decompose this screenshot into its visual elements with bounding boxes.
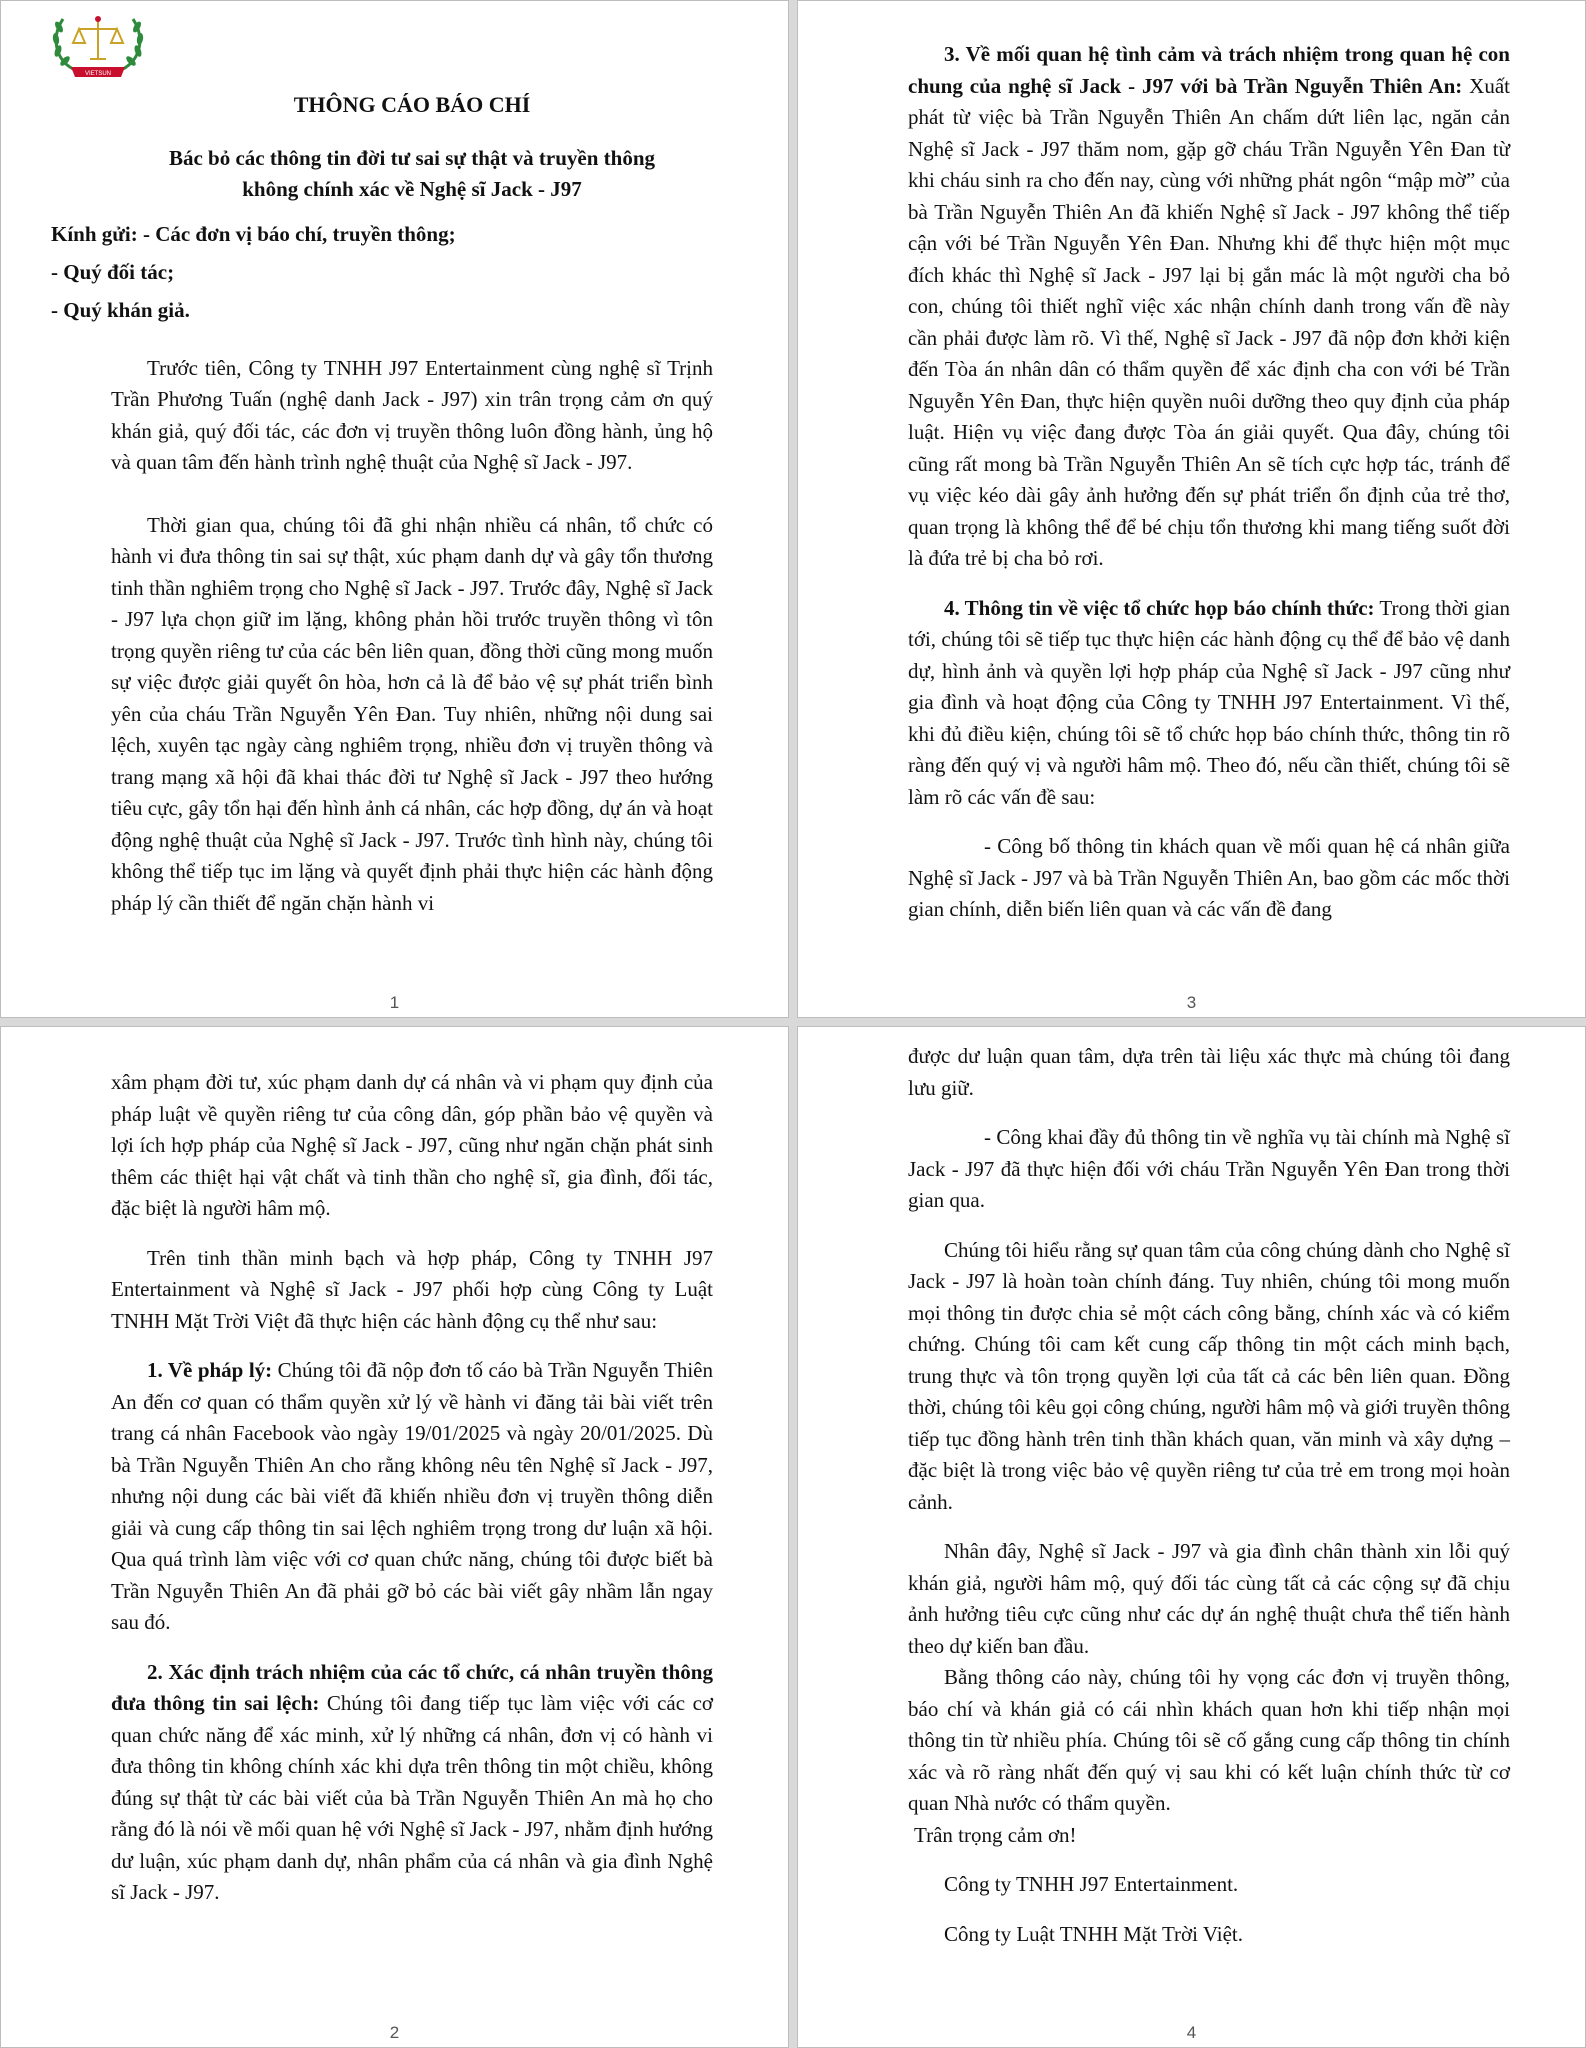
document-page-3 <box>797 0 1586 1018</box>
section-3-heading: 3. Về mối quan hệ tình cảm và trách nhiệm trong quan hệ con chung của nghệ sĩ Jack - J97 với bà Trần Nguyễn Thiên An: <box>908 42 1510 98</box>
section-2 <box>111 1657 713 1909</box>
document-page-1 <box>0 0 789 1018</box>
bullet-item: - Công khai đầy đủ thông tin về nghĩa vụ tài chính mà Nghệ sĩ Jack - J97 đã thực hiện đối với cháu Trần Nguyễn Yên Đan trong thời gian qua. <box>908 1125 1510 1212</box>
page-number: 1 <box>389 993 400 1012</box>
section-3-body: Xuất phát từ việc bà Trần Nguyễn Thiên An chấm dứt liên lạc, ngăn cản Nghệ sĩ Jack - J97 thăm nom, gặp gỡ cháu Trần Nguyễn Yên Đan từ khi cháu sinh ra cho đến nay, cùng với những phát ngôn “mập mờ” của bà Trần Nguyễn Thiên An đã khiến Nghệ sĩ Jack - J97 không thể tiếp cận với bé Trần Nguyễn Yên Đan. Nhưng khi để thực hiện một mục đích khác thì Nghệ sĩ Jack - J97 lại bị gắn mác là một người cha bỏ con, chúng tôi thiết nghĩ việc xác nhận chính danh trong vấn đề này cần phải được làm rõ. Vì thế, Nghệ sĩ Jack - J97 đã nộp đơn khởi kiện đến Tòa án nhân dân có thẩm quyền để xác định cha con với bé Trần Nguyễn Yên Đan, thực hiện quyền nuôi dưỡng theo quy định của pháp luật. Hiện vụ việc đang được Tòa án giải quyết. Qua đây, chúng tôi cũng rất mong bà Trần Nguyễn Thiên An sẽ tích cực hợp tác, tránh để vụ việc kéo dài gây ảnh hưởng đến sự phát triển ổn định của trẻ thơ, quan trọng là không thể để bé chịu tổn thương khi mang tiếng suốt đời là đứa trẻ bị cha bỏ rơi. <box>908 73 1510 570</box>
document-subtitle-line1: Bác bỏ các thông tin đời tư sai sự thật và truyền thông <box>168 145 656 170</box>
law-firm-logo <box>43 7 153 87</box>
page-number: 2 <box>389 2023 400 2042</box>
closing-thanks: Trân trọng cảm ơn! <box>914 1822 1077 1847</box>
section-1-heading: 1. Về pháp lý: <box>147 1358 273 1382</box>
paragraph: Trên tinh thần minh bạch và hợp pháp, Công ty TNHH J97 Entertainment và Nghệ sĩ Jack - J97 phối hợp cùng Công ty Luật TNHH Mặt Trời Việt đã thực hiện các hành động cụ thể như sau: <box>111 1245 713 1333</box>
section-4-heading: 4. Thông tin về việc tổ chức họp báo chính thức: <box>944 595 1375 620</box>
paragraph: Chúng tôi hiểu rằng sự quan tâm của công chúng dành cho Nghệ sĩ Jack - J97 là hoàn toàn chính đáng. Tuy nhiên, chúng tôi mong muốn mọi thông tin được chia sẻ một cách công bằng, chính xác và có kiểm chứng. Chúng tôi cam kết cung cấp thông tin một cách minh bạch, trung thực và tôn trọng quyền lợi của tất cả các bên liên quan. Đồng thời, chúng tôi kêu gọi công chúng, người hâm mộ và giới truyền thông tiếp tục đồng hành trên tinh thần khách quan, văn minh và xây dựng – đặc biệt là trong việc bảo vệ quyền riêng tư của trẻ em trong mọi hoàn cảnh. <box>908 1237 1510 1514</box>
section-4 <box>908 593 1510 814</box>
section-1 <box>111 1355 713 1639</box>
document-page-4 <box>797 1026 1586 2048</box>
document-subtitle-line2: không chính xác về Nghệ sĩ Jack - J97 <box>242 176 582 201</box>
page-number: 4 <box>1186 2023 1197 2042</box>
signature-law-firm: Công ty Luật TNHH Mặt Trời Việt. <box>944 1921 1244 1946</box>
paragraph: được dư luận quan tâm, dựa trên tài liệu xác thực mà chúng tôi đang lưu giữ. <box>908 1044 1510 1100</box>
recipient-audience: - Quý khán giả. <box>51 297 190 322</box>
section-3 <box>908 39 1510 575</box>
paragraph: Bằng thông cáo này, chúng tôi hy vọng các đơn vị truyền thông, báo chí và khán giả có cái nhìn khách quan hơn khi tiếp nhận mọi thông tin từ nhiều phía. Chúng tôi sẽ cố gắng cung cấp thông tin chính xác và rõ ràng nhất đến quý vị sau khi có kết luận chính thức từ cơ quan Nhà nước có thẩm quyền. <box>908 1665 1510 1815</box>
svg-text:VIETSUN: VIETSUN <box>84 71 112 77</box>
paragraph: xâm phạm đời tư, xúc phạm danh dự cá nhân và vi phạm quy định của pháp luật về quyền riêng tư của công dân, góp phần bảo vệ quyền và lợi ích hợp pháp của Nghệ sĩ Jack - J97, cũng như ngăn chặn phát sinh thêm các thiệt hại vật chất và tinh thần cho nghệ sĩ, gia đình, đối tác, đặc biệt là người hâm mộ. <box>111 1070 713 1220</box>
recipients-heading: Kính gửi: - Các đơn vị báo chí, truyền thông; <box>51 221 456 246</box>
section-1-body: Chúng tôi đã nộp đơn tố cáo bà Trần Nguyễn Thiên An đến cơ quan có thẩm quyền xử lý về hành vi đăng tải bài viết trên trang cá nhân Facebook vào ngày 19/01/2025 và ngày 20/01/2025. Dù bà Trần Nguyễn Thiên An cho rằng không nêu tên Nghệ sĩ Jack - J97, nhưng nội dung các bài viết đã khiến nhiều đơn vị truyền thông diễn giải và cung cấp thông tin sai lệch nghiêm trọng trong dư luận xã hội. Qua quá trình làm việc với cơ quan chức năng, chúng tôi được biết bà Trần Nguyễn Thiên An đã phải gỡ bỏ các bài viết gây nhầm lẫn ngay sau đó. <box>111 1358 713 1634</box>
paragraph: Nhân đây, Nghệ sĩ Jack - J97 và gia đình chân thành xin lỗi quý khán giả, người hâm mộ, quý đối tác cùng tất cả các cộng sự đã chịu ảnh hưởng tiêu cực cũng như các dự án nghệ thuật chưa thể tiến hành theo dự kiến ban đầu. <box>908 1539 1510 1658</box>
document-title: THÔNG CÁO BÁO CHÍ <box>293 92 531 117</box>
document-page-2 <box>0 1026 789 2048</box>
section-4-body: Trong thời gian tới, chúng tôi sẽ tiếp tục thực hiện các hành động cụ thể để bảo vệ danh dự, hình ảnh và quyền lợi hợp pháp của Nghệ sĩ Jack - J97 cũng như gia đình và hoạt động của Công ty TNHH J97 Entertainment. Vì thế, khi đủ điều kiện, chúng tôi sẽ tổ chức họp báo chính thức, thông tin rõ ràng đến quý vị và người hâm mộ. Theo đó, nếu cần thiết, chúng tôi sẽ làm rõ các vấn đề sau: <box>908 595 1510 809</box>
section-2-body: Chúng tôi đang tiếp tục làm việc với các cơ quan chức năng để xác minh, xử lý những cá nhân, đơn vị có hành vi đưa thông tin không chính xác khi dựa trên thông tin một chiều, không đúng sự thật từ các bài viết của bà Trần Nguyễn Thiên An mà họ cho rằng đó là nói về mối quan hệ với Nghệ sĩ Jack - J97, nhằm định hướng dư luận, xúc phạm danh dự, nhân phẩm của cá nhân và gia đình Nghệ sĩ Jack - J97. <box>111 1691 713 1904</box>
recipient-partners: - Quý đối tác; <box>51 259 175 284</box>
paragraph: Trước tiên, Công ty TNHH J97 Entertainment cùng nghệ sĩ Trịnh Trần Phương Tuấn (nghệ danh Jack - J97) xin trân trọng cảm ơn quý khán giả, quý đối tác, các đơn vị truyền thông luôn đồng hành, ủng hộ và quan tâm đến hành trình nghệ thuật của Nghệ sĩ Jack - J97. <box>111 355 713 474</box>
bullet-item: - Công bố thông tin khách quan về mối quan hệ cá nhân giữa Nghệ sĩ Jack - J97 và bà Trần Nguyễn Thiên An, bao gồm các mốc thời gian chính, diễn biến liên quan và các vấn đề đang <box>908 834 1510 921</box>
page-number: 3 <box>1186 993 1197 1012</box>
section-2-heading: 2. Xác định trách nhiệm của các tổ chức, cá nhân truyền thông đưa thông tin sai lệch: <box>111 1659 713 1715</box>
signature-company: Công ty TNHH J97 Entertainment. <box>944 1872 1239 1896</box>
paragraph: Thời gian qua, chúng tôi đã ghi nhận nhiều cá nhân, tổ chức có hành vi đưa thông tin sai sự thật, xúc phạm danh dự và gây tổn thương tinh thần nghiêm trọng cho Nghệ sĩ Jack - J97. Trước đây, Nghệ sĩ Jack - J97 lựa chọn giữ im lặng, không phản hồi trước truyền thông vì tôn trọng quyền riêng tư của các bên liên quan, đồng thời cũng mong muốn sự việc được giải quyết ôn hòa, hơn cả là để bảo vệ sự phát triển bình yên của cháu Trần Nguyễn Yên Đan. Tuy nhiên, những nội dung sai lệch, xuyên tạc ngày càng nghiêm trọng, nhiều đơn vị truyền thông và trang mạng xã hội đã khai thác đời tư Nghệ sĩ Jack - J97 theo hướng tiêu cực, gây tổn hại đến hình ảnh cá nhân, các hợp đồng, dự án và hoạt động nghệ thuật của Nghệ sĩ Jack - J97. Trước tình hình này, chúng tôi không thể tiếp tục im lặng và quyết định phải thực hiện các hành động pháp lý cần thiết để ngăn chặn hành vi <box>111 512 713 915</box>
